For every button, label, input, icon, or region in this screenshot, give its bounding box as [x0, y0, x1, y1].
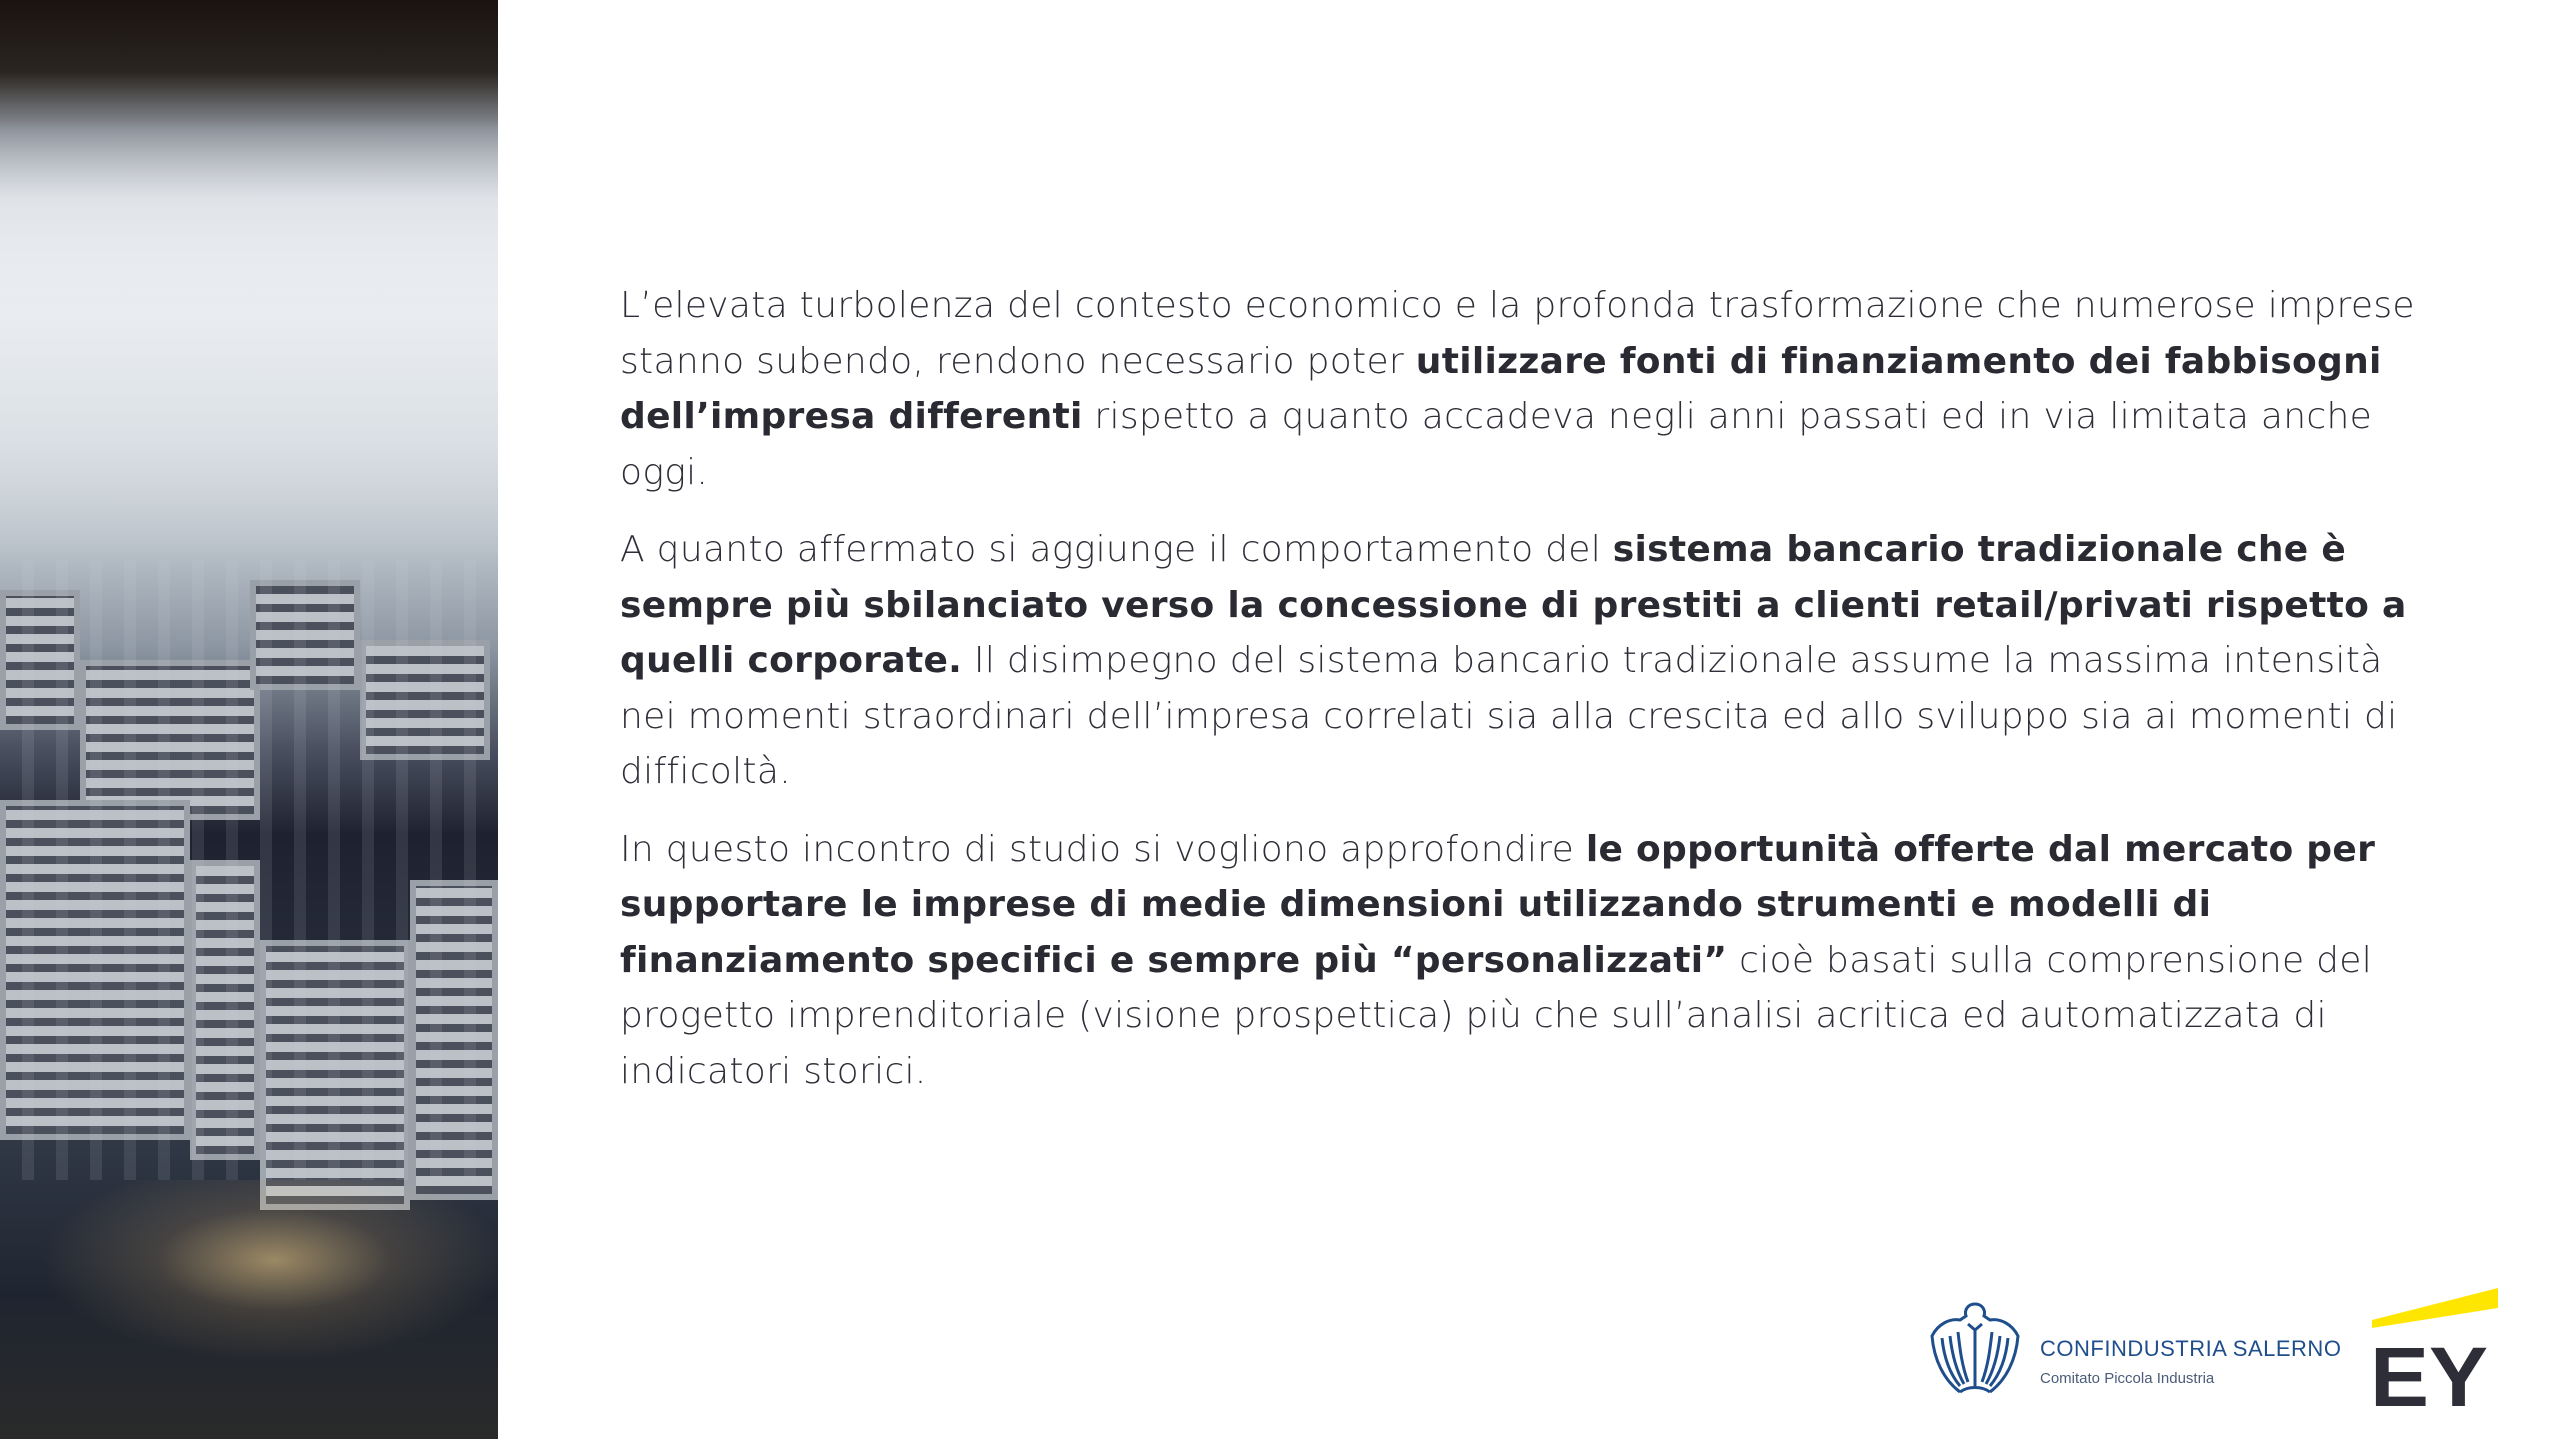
paragraph-text: L’elevata turbolenza del contesto economico e la profonda trasformazione che numerose imprese stanno subendo, rendono necessario poter: [620, 285, 2415, 382]
paragraph-text: rispetto a quanto accadeva negli anni passati ed in via limitata anche oggi.: [620, 396, 2373, 493]
ey-yellow-beam: [2372, 1288, 2498, 1328]
city-night-photo: [0, 0, 498, 1439]
ey-logo-text: EY: [2370, 1330, 2488, 1410]
confindustria-subtitle: Comitato Piccola Industria: [2040, 1370, 2215, 1387]
paragraph-text: Il disimpegno del sistema bancario tradizionale assume la massima intensità nei momenti straordinari dell’impresa correlati sia alla crescita ed allo sviluppo sia ai momenti di difficoltà.: [620, 640, 2398, 792]
paragraph-emphasis: sistema bancario tradizionale che è sempre più sbilanciato verso la concessione di prestiti a clienti retail/privati rispetto a quelli corporate.: [620, 529, 2407, 681]
paragraph-text: A quanto affermato si aggiunge il comportamento del: [620, 529, 1613, 570]
paragraph-2: [620, 522, 2420, 800]
paragraph-3: [620, 822, 2420, 1100]
confindustria-name: CONFINDUSTRIA SALERNO: [2040, 1336, 2342, 1361]
paragraph-1: [620, 278, 2420, 500]
photo-fog-overlay: [0, 120, 498, 560]
photo-blur-band: [0, 560, 498, 1180]
paragraph-text: cioè basati sulla comprensione del progetto imprenditoriale (visione prospettica) più che sull’analisi acritica ed automatizzata di indicatori storici.: [620, 939, 2373, 1092]
eagle-icon: [1920, 1290, 2030, 1400]
paragraph-emphasis: utilizzare fonti di finanziamento dei fabbisogni dell’impresa differenti: [620, 340, 2382, 437]
photo-street-lights: [0, 1180, 498, 1380]
main-text: [620, 278, 2420, 1121]
ey-logo: [2370, 1270, 2500, 1410]
paragraph-emphasis: le opportunità offerte dal mercato per supportare le imprese di medie dimensioni utilizzando strumenti e modelli di finanziamento specifici e sempre più “personalizzati”: [620, 828, 2376, 981]
paragraph-text: In questo incontro di studio si vogliono approfondire: [620, 828, 1586, 870]
